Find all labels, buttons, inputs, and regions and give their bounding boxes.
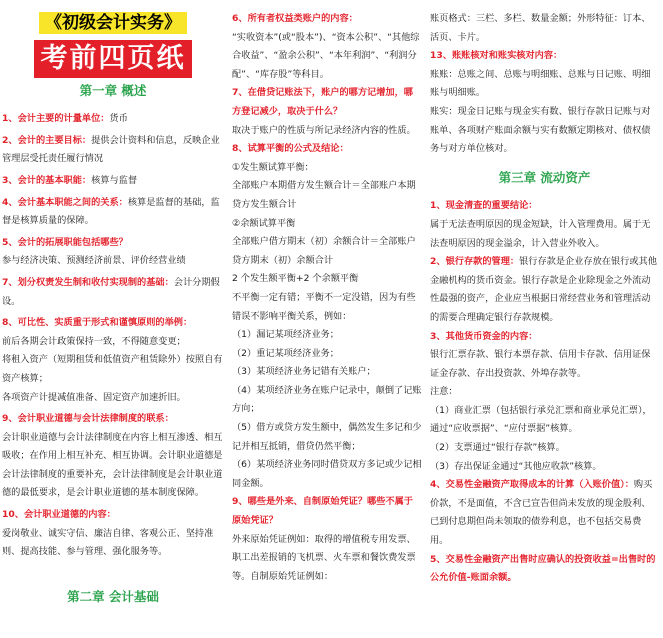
body-text: 外来原始凭证例如：取得的增值税专用发票、职工出差报销的飞机票、火车票和餐饮费发票等。自制原始凭证例如：	[232, 533, 416, 582]
column-left-content	[2, 82, 224, 607]
body-text: 将租入资产（短期租赁和低值资产租赁除外）按照自有资产核算；	[2, 354, 223, 384]
chapter-heading: 第三章 流动资产	[498, 169, 591, 185]
section-item	[232, 10, 422, 29]
section-text: 核算与监督	[91, 174, 138, 186]
banner-title: 考前四页纸	[34, 40, 192, 78]
section-heading: 5、交易性金融资产出售时应确认的投资收益=出售时的公允价值-账面余额。	[430, 553, 656, 584]
section-item	[430, 551, 659, 588]
column-middle-content	[232, 10, 422, 586]
section-heading: 2、银行存款的管理：	[430, 256, 520, 268]
body-text: 账页格式：三栏、多栏、数量金额；外形特征：订本、活页、卡片。	[430, 13, 651, 43]
section-heading: 3、其他货币资金的内容：	[430, 330, 538, 342]
body-text: （4）某项经济业务在账户记录中，颠倒了记账方向；	[232, 384, 422, 415]
body-text: 账实：现金日记账与现金实有数、银行存款日记账与对账单、各项财产账面余额与实有数额定期核对、债权债务与对方单位核对。	[430, 105, 651, 155]
section-item	[430, 47, 659, 66]
section-text: 银行存款是企业存放在银行或其他金融机构的货币资金。银行存款是企业除现金之外流动性最强的资产，企业应当根据日常经营业务和管理活动的需要合理确定银行存款规模。	[430, 256, 657, 323]
body-text: （3）存出保证金通过“其他应收款”核算。	[430, 460, 602, 472]
body-text: 注意：	[430, 386, 458, 398]
section-heading: 1、会计主要的计量单位：	[2, 113, 110, 125]
section-item	[2, 194, 224, 231]
section-heading: 10、会计职业道德的内容：	[2, 509, 116, 521]
body-text: 银行汇票存款、银行本票存款、信用卡存款、信用证保证金存款、存出投资款、外埠存款等。	[430, 349, 651, 379]
body-text: 不平衡一定有错；平衡不一定没错，因为有些错误不影响平衡关系，例如：	[232, 291, 416, 322]
column-middle	[232, 0, 422, 638]
section-heading: 5、会计的拓展职能包括哪些？	[2, 236, 128, 248]
banner-subtitle: 《初级会计实务》	[39, 12, 187, 34]
column-right-content	[430, 10, 659, 588]
section-item	[2, 274, 224, 311]
section-item	[430, 253, 659, 327]
section-item	[232, 140, 422, 159]
section-heading: 4、交易性金融资产取得成本的计算（入账价值）：	[430, 479, 634, 491]
section-heading: 6、所有者权益类账户的内容：	[232, 13, 358, 24]
column-left	[2, 0, 224, 638]
section-heading: 1、现金清查的重要结论：	[430, 200, 538, 212]
section-heading: 7、在借贷记账法下，账户的哪方记增加，哪方登记减少，取决于什么？	[232, 87, 413, 117]
body-text: 会计职业道德与会计法律制度在内容上相互渗透、相互吸收；在作用上相互补充、相互协调。会计职业道德是会计法律制度的重要补充，会计法律制度是会计职业道德的最低要求，是会计职业道德的基本制度保障。	[2, 431, 223, 499]
chapter-heading: 第二章 会计基础	[67, 588, 159, 604]
section-text: 会计分期假设。	[2, 276, 220, 307]
section-heading: 9、哪些是外来、自制原始凭证？哪些不属于原始凭证？	[232, 496, 413, 527]
section-text: 货币	[109, 113, 128, 125]
body-text: 各项资产计提减值准备、固定资产加速折旧。	[2, 391, 186, 403]
body-text: ①发生额试算平衡：	[232, 161, 314, 173]
section-heading: 13、账账核对和账实核对内容：	[430, 50, 563, 62]
section-item	[2, 314, 224, 333]
section-item	[430, 197, 659, 216]
body-text: （3）某项经济业务记错有关账户；	[232, 366, 376, 378]
section-item	[2, 172, 224, 191]
body-text: 取决于账户的性质与所记录经济内容的性质。	[232, 124, 416, 136]
body-text: （1）商业汇票（包括银行承兑汇票和商业承兑汇票），通过“应收票据”、“应付票据”核算。	[430, 404, 652, 435]
body-text: ②余额试算平衡	[232, 217, 296, 229]
body-text: “实收资本”(或“股本”)、“资本公积”、“其他综合收益”、“盈余公积”、“本年利润”、“利润分配”、“库存股”等科目。	[232, 31, 420, 80]
section-text: 核算是监督的基础，监督是核算质量的保障。	[2, 196, 220, 227]
section-text: 购买价款，不是面值，不含已宣告但尚未发放的现金股利、已到付息期但尚未领取的债券利息，也不包括交易费用。	[430, 479, 653, 547]
banner	[2, 12, 224, 78]
body-text: （2）重记某项经济业务；	[232, 347, 339, 359]
body-text: 2 个发生额平衡+2 个余额平衡	[232, 273, 359, 285]
section-item	[232, 493, 422, 530]
body-text: 账账：总账之间、总账与明细账、总账与日记账、明细账与明细账。	[430, 68, 651, 99]
column-right	[430, 0, 659, 638]
section-item	[2, 506, 224, 525]
body-text: 属于无法查明原因的现金短缺，计入管理费用。属于无法查明原因的现金溢余，计入营业外收入。	[430, 218, 651, 249]
section-item	[430, 328, 659, 347]
section-item	[2, 234, 224, 253]
body-text: （5）借方或贷方发生额中，偶然发生多记和少记并相互抵销，借贷仍然平衡；	[232, 422, 422, 452]
body-text: 前后各期会计政策保持一致，不得随意变更；	[2, 335, 186, 347]
section-heading: 9、会计职业道德与会计法律制度的联系：	[2, 413, 174, 425]
section-heading: 7、划分权责发生制和收付实现制的基础：	[2, 276, 174, 288]
body-text: 参与经济决策、预测经济前景、评价经营业绩	[2, 255, 186, 267]
section-item	[430, 476, 659, 550]
section-item	[2, 410, 224, 429]
chapter-heading: 第一章 概述	[79, 82, 147, 98]
section-heading: 2、会计的主要目标：	[2, 134, 92, 146]
body-text: 全部账户借方期末（初）余额合计＝全部账户贷方期末（初）余额合计	[232, 236, 416, 266]
body-text: 爱岗敬业、诚实守信、廉洁自律、客观公正、坚持准则、提高技能、参与管理、强化服务等。	[2, 527, 214, 558]
section-heading: 4、会计基本职能之间的关系：	[2, 196, 128, 208]
body-text: （2）支票通过“银行存款”核算。	[430, 442, 565, 454]
section-text: 提供会计资料和信息，反映企业管理层受托责任履行情况	[2, 134, 220, 165]
body-text: （1）漏记某项经济业务；	[232, 329, 339, 341]
body-text: 全部账户本期借方发生额合计＝全部账户本期贷方发生额合计	[232, 180, 416, 210]
section-item	[232, 84, 422, 121]
section-item	[2, 132, 224, 169]
body-text: （6）某项经济业务同时借贷双方多记或少记相同金额。	[232, 459, 422, 489]
section-heading: 3、会计的基本职能：	[2, 174, 92, 186]
section-heading: 8、试算平衡的公式及结论：	[232, 143, 349, 155]
section-item	[2, 110, 224, 129]
section-heading: 8、可比性、实质重于形式和谨慎原则的举例：	[2, 317, 193, 329]
